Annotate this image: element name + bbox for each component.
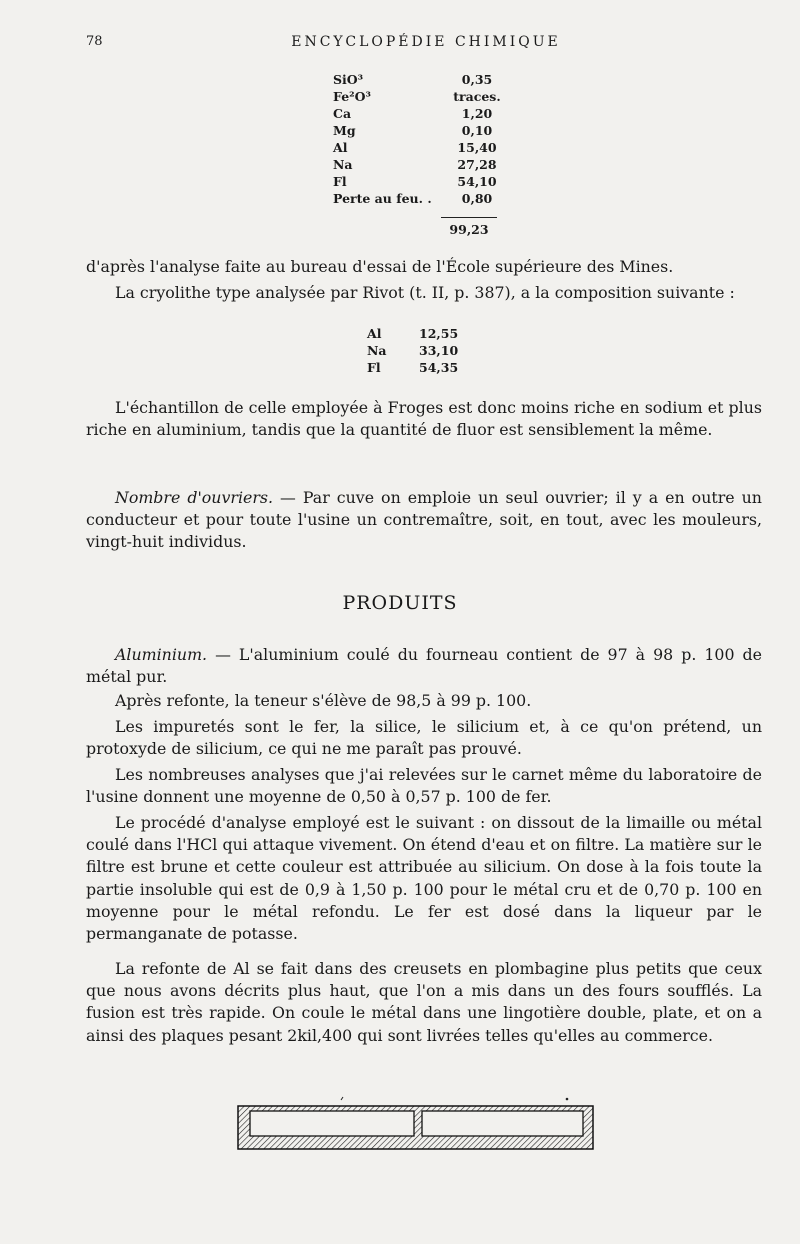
table-row: Fe²O³ traces. bbox=[333, 89, 501, 104]
paragraph: L'échantillon de celle employée à Froges est donc moins riche en sodium et plus riche en aluminium, tandis que la quantité de fluor est sensiblement la même. bbox=[86, 398, 762, 440]
table-row: Na 33,10 bbox=[367, 343, 459, 358]
paragraph: Le procédé d'analyse employé est le suivant : on dissout de la limaille ou métal coulé dans l'HCl qui attaque vivement. On étend d'eau et on filtre. La matière sur le filtre est brune et cette couleur est attribuée au silicium. On dose à la fois toute la partie insoluble qui est de 0,9 à 1,50 p. 100 pour le métal cru et de 0,70 p. 100 en moyenne pour le métal refondu. Le fer est dosé dans la liqueur par le permanganate de potasse. bbox=[86, 813, 762, 944]
paragraph: Nombre d'ouvriers. — Par cuve on emploie un seul ouvrier; il y a en outre un conducteur et pour toute l'usine un contremaître, soit, en tout, avec les mouleurs, vingt-huit individus. bbox=[86, 488, 762, 552]
paragraph: d'après l'analyse faite au bureau d'essai de l'École supérieure des Mines. bbox=[86, 257, 674, 276]
table-row: Fl 54,10 bbox=[333, 174, 497, 189]
table-row: Ca 1,20 bbox=[333, 106, 493, 121]
ingot-mold-figure bbox=[237, 1096, 595, 1152]
table-row: Al 15,40 bbox=[333, 140, 497, 155]
paragraph-lead: Nombre d'ouvriers. bbox=[115, 488, 274, 507]
table-row: Mg 0,10 bbox=[333, 123, 493, 138]
paragraph: Aluminium. — L'aluminium coulé du fourneau contient de 97 à 98 p. 100 de métal pur. bbox=[86, 645, 762, 687]
running-title: ENCYCLOPÉDIE CHIMIQUE bbox=[291, 34, 561, 50]
paragraph: La refonte de Al se fait dans des creusets en plombagine plus petits que ceux que nous avons décrits plus haut, que l'on a mis dans un des fours soufflés. La fusion est très rapide. On coule le métal dans une lingotière double, plate, et on a ainsi des plaques pesant 2kil,400 qui sont livrées telles qu'elles au commerce. bbox=[86, 959, 762, 1045]
paragraph: Les impuretés sont le fer, la silice, le silicium et, à ce qu'on prétend, un protoxyde de silicium, ce qui ne me paraît pas prouvé. bbox=[86, 717, 762, 759]
page-number: 78 bbox=[86, 34, 103, 49]
table-row: Al 12,55 bbox=[367, 326, 459, 341]
section-heading: PRODUITS bbox=[342, 592, 458, 614]
table-row: Perte au feu. . 0,80 bbox=[333, 191, 493, 206]
paragraph-lead: Aluminium. bbox=[115, 645, 208, 664]
table-row: SiO³ 0,35 bbox=[333, 72, 493, 87]
page-header bbox=[86, 34, 766, 56]
table-row: Na 27,28 bbox=[333, 157, 497, 172]
sum-rule bbox=[441, 217, 497, 218]
rivot-table bbox=[367, 326, 479, 377]
paragraph: La cryolithe type analysée par Rivot (t. II, p. 387), a la composition suivante : bbox=[115, 283, 735, 302]
analysis-table bbox=[333, 72, 521, 208]
table-row: Fl 54,35 bbox=[367, 360, 459, 375]
analysis-total: 99,23 bbox=[449, 222, 489, 237]
paragraph: Les nombreuses analyses que j'ai relevées sur le carnet même du laboratoire de l'usine donnent une moyenne de 0,50 à 0,57 p. 100 de fer. bbox=[86, 765, 762, 807]
paragraph: Après refonte, la teneur s'élève de 98,5 à 99 p. 100. bbox=[115, 691, 532, 710]
